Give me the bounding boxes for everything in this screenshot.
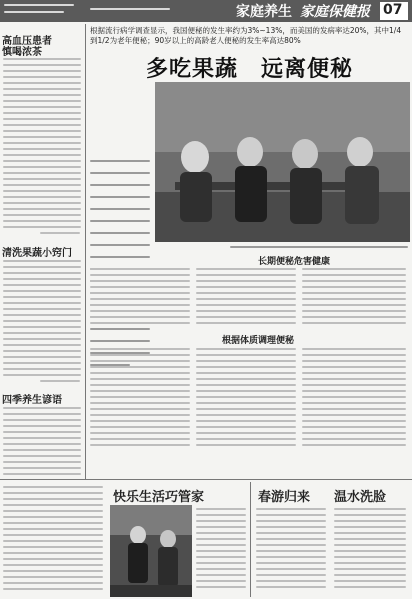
header-meta-text-3 [90,8,170,10]
header-meta-text [4,4,74,6]
left-headline-4: 四季养生谚语 [2,395,62,406]
masthead-logo: 家庭保健报 [300,4,370,20]
main-headline: 多吃果蔬 远离便秘 [146,57,354,82]
bottom-section-divider [0,479,412,480]
left-column-divider [85,24,86,479]
left-headline-2: 慎喝浓茶 [2,47,42,58]
page-number: 07 [383,2,403,18]
bottom-photo [110,505,192,597]
bottom-column-divider [250,482,251,597]
long-term-header: 长期便秘危害健康 [258,257,331,267]
wash-headline: 温水洗脸 [334,490,387,505]
prevention-header: 根据体质调理便秘 [222,336,295,346]
left-headline-3: 清洗果蔬小窍门 [2,248,72,259]
section-title: 家庭养生 [236,4,292,20]
spring-headline: 春游归来 [258,490,311,505]
left-headline-1: 高血压患者 [2,36,52,47]
photo-headline: 快乐生活巧管家 [113,490,205,505]
lead-text: 根据流行病学调查显示，我国便秘的发生率约为3%~13%，而美国的发病率达20%，其中1/4到1/2为老年便秘；90岁以上的高龄老人便秘的发生率高达80% [90,26,402,45]
photo-caption [230,246,408,248]
header-meta-text-2 [4,11,64,13]
main-photo [155,82,410,242]
